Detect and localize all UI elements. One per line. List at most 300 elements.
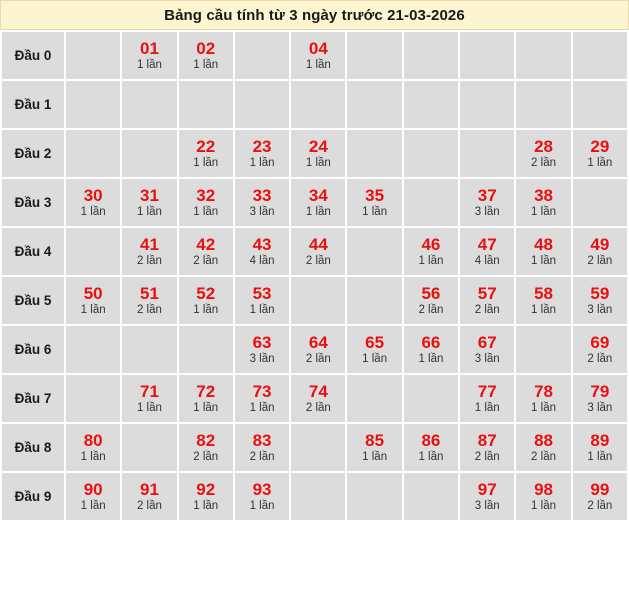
cell-number: 44 bbox=[308, 234, 328, 254]
cell-content bbox=[122, 480, 176, 514]
cell-4-3[interactable] bbox=[235, 228, 289, 275]
cell-9-2[interactable] bbox=[179, 473, 233, 520]
table-row bbox=[2, 424, 627, 471]
cell-number: 85 bbox=[365, 430, 385, 450]
cell-number: 83 bbox=[252, 430, 272, 450]
cell-content bbox=[122, 235, 176, 269]
cell-4-0 bbox=[66, 228, 120, 275]
cell-7-5 bbox=[347, 375, 401, 422]
cell-7-0 bbox=[66, 375, 120, 422]
cell-content bbox=[291, 137, 345, 171]
cell-count: 1 lần bbox=[249, 303, 275, 316]
cell-count: 3 lần bbox=[474, 499, 500, 512]
cell-6-0 bbox=[66, 326, 120, 373]
cell-number: 51 bbox=[139, 283, 159, 303]
cell-number: 37 bbox=[477, 185, 497, 205]
cell-0-3 bbox=[235, 32, 289, 79]
cell-3-7[interactable] bbox=[460, 179, 514, 226]
cell-count: 3 lần bbox=[587, 303, 613, 316]
cell-6-6[interactable] bbox=[404, 326, 458, 373]
cell-content bbox=[573, 333, 627, 367]
row-header-9: Đầu 9 bbox=[2, 473, 64, 520]
cell-3-4[interactable] bbox=[291, 179, 345, 226]
cell-content bbox=[573, 137, 627, 171]
cell-1-4 bbox=[291, 81, 345, 128]
cell-5-9[interactable] bbox=[573, 277, 627, 324]
cell-number: 01 bbox=[139, 38, 159, 58]
cell-4-5 bbox=[347, 228, 401, 275]
row-header-6: Đầu 6 bbox=[2, 326, 64, 373]
cell-number: 59 bbox=[590, 283, 610, 303]
cell-4-7[interactable] bbox=[460, 228, 514, 275]
cell-content bbox=[291, 382, 345, 416]
cell-content bbox=[122, 186, 176, 220]
cell-4-6[interactable] bbox=[404, 228, 458, 275]
cell-0-0 bbox=[66, 32, 120, 79]
cell-9-7[interactable] bbox=[460, 473, 514, 520]
cell-1-8 bbox=[516, 81, 570, 128]
cell-count: 1 lần bbox=[136, 58, 162, 71]
cell-content bbox=[573, 382, 627, 416]
cell-content bbox=[516, 186, 570, 220]
cell-content bbox=[235, 137, 289, 171]
cell-count: 2 lần bbox=[587, 352, 613, 365]
cell-number: 64 bbox=[308, 332, 328, 352]
cell-content bbox=[516, 284, 570, 318]
cell-2-6 bbox=[404, 130, 458, 177]
cell-count: 1 lần bbox=[587, 450, 613, 463]
cell-number: 52 bbox=[196, 283, 216, 303]
cell-6-8 bbox=[516, 326, 570, 373]
cell-count: 2 lần bbox=[193, 450, 219, 463]
cell-content bbox=[516, 480, 570, 514]
cell-count: 1 lần bbox=[362, 205, 388, 218]
cell-number: 28 bbox=[534, 136, 553, 156]
cell-count: 1 lần bbox=[80, 303, 106, 316]
cell-number: 30 bbox=[83, 185, 103, 205]
cell-content bbox=[573, 480, 627, 514]
cell-6-4[interactable] bbox=[291, 326, 345, 373]
cell-6-1 bbox=[122, 326, 176, 373]
cell-number: 34 bbox=[308, 185, 328, 205]
cell-count: 2 lần bbox=[531, 156, 556, 169]
row-header-5: Đầu 5 bbox=[2, 277, 64, 324]
cell-number: 47 bbox=[477, 234, 497, 254]
cell-content bbox=[122, 39, 176, 73]
row-header-4: Đầu 4 bbox=[2, 228, 64, 275]
cell-2-3[interactable] bbox=[235, 130, 289, 177]
cell-number: 74 bbox=[308, 381, 328, 401]
cell-2-7 bbox=[460, 130, 514, 177]
cell-3-3[interactable] bbox=[235, 179, 289, 226]
cell-content bbox=[404, 431, 458, 465]
cell-2-9[interactable] bbox=[573, 130, 627, 177]
cell-5-2[interactable] bbox=[179, 277, 233, 324]
cell-number: 48 bbox=[534, 234, 553, 254]
cell-count: 1 lần bbox=[531, 401, 556, 414]
cell-content bbox=[179, 39, 233, 73]
cell-content bbox=[291, 186, 345, 220]
cell-count: 2 lần bbox=[193, 254, 219, 267]
cell-1-2 bbox=[179, 81, 233, 128]
cell-number: 98 bbox=[534, 479, 553, 499]
cell-count: 1 lần bbox=[587, 156, 613, 169]
cell-content bbox=[460, 235, 514, 269]
cell-content bbox=[179, 137, 233, 171]
cell-number: 04 bbox=[308, 38, 328, 58]
cell-number: 42 bbox=[196, 234, 216, 254]
cell-5-1[interactable] bbox=[122, 277, 176, 324]
table-row bbox=[2, 473, 627, 520]
cell-count: 2 lần bbox=[305, 401, 331, 414]
cell-number: 35 bbox=[365, 185, 385, 205]
cell-number: 38 bbox=[534, 185, 553, 205]
cell-content bbox=[573, 284, 627, 318]
page-title-bar bbox=[0, 0, 629, 30]
cell-7-9[interactable] bbox=[573, 375, 627, 422]
cell-8-0[interactable] bbox=[66, 424, 120, 471]
cell-number: 49 bbox=[590, 234, 610, 254]
cell-7-7[interactable] bbox=[460, 375, 514, 422]
cell-9-9[interactable] bbox=[573, 473, 627, 520]
cell-count: 2 lần bbox=[305, 254, 331, 267]
cell-number: 79 bbox=[590, 381, 610, 401]
cell-count: 2 lần bbox=[474, 450, 500, 463]
cell-number: 73 bbox=[252, 381, 272, 401]
cell-number: 58 bbox=[534, 283, 553, 303]
cell-content bbox=[404, 235, 458, 269]
cell-9-5 bbox=[347, 473, 401, 520]
cell-1-5 bbox=[347, 81, 401, 128]
cell-2-8[interactable] bbox=[516, 130, 570, 177]
cell-count: 1 lần bbox=[305, 58, 331, 71]
cell-5-5 bbox=[347, 277, 401, 324]
cell-content bbox=[516, 235, 570, 269]
cell-2-0 bbox=[66, 130, 120, 177]
cell-content bbox=[347, 333, 401, 367]
cell-5-4 bbox=[291, 277, 345, 324]
row-header-7: Đầu 7 bbox=[2, 375, 64, 422]
cell-3-1[interactable] bbox=[122, 179, 176, 226]
cell-content bbox=[404, 333, 458, 367]
cell-count: 2 lần bbox=[249, 450, 275, 463]
cell-content bbox=[291, 39, 345, 73]
cell-number: 33 bbox=[252, 185, 272, 205]
cell-content bbox=[235, 382, 289, 416]
cell-content bbox=[179, 382, 233, 416]
table-row bbox=[2, 228, 627, 275]
cell-count: 1 lần bbox=[249, 156, 275, 169]
cell-number: 72 bbox=[196, 381, 216, 401]
cell-content bbox=[460, 480, 514, 514]
cell-number: 65 bbox=[365, 332, 385, 352]
cell-content bbox=[235, 284, 289, 318]
cell-content bbox=[291, 235, 345, 269]
table-row bbox=[2, 179, 627, 226]
cell-number: 77 bbox=[477, 381, 497, 401]
cell-number: 92 bbox=[196, 479, 216, 499]
cell-8-3[interactable] bbox=[235, 424, 289, 471]
cell-9-6 bbox=[404, 473, 458, 520]
cell-8-8[interactable] bbox=[516, 424, 570, 471]
cell-9-4 bbox=[291, 473, 345, 520]
cell-4-8[interactable] bbox=[516, 228, 570, 275]
cell-count: 1 lần bbox=[193, 499, 219, 512]
cell-content bbox=[179, 235, 233, 269]
cell-content bbox=[573, 235, 627, 269]
cell-1-9 bbox=[573, 81, 627, 128]
cell-number: 63 bbox=[252, 332, 272, 352]
cell-number: 93 bbox=[252, 479, 272, 499]
cell-8-2[interactable] bbox=[179, 424, 233, 471]
cell-7-2[interactable] bbox=[179, 375, 233, 422]
cell-5-6[interactable] bbox=[404, 277, 458, 324]
cell-6-7[interactable] bbox=[460, 326, 514, 373]
table-row bbox=[2, 81, 627, 128]
cell-7-8[interactable] bbox=[516, 375, 570, 422]
cell-count: 1 lần bbox=[193, 58, 219, 71]
cell-0-4[interactable] bbox=[291, 32, 345, 79]
cell-number: 50 bbox=[83, 283, 103, 303]
cell-count: 1 lần bbox=[474, 401, 500, 414]
cell-6-3[interactable] bbox=[235, 326, 289, 373]
cell-count: 3 lần bbox=[474, 205, 500, 218]
cell-content bbox=[122, 382, 176, 416]
cell-3-2[interactable] bbox=[179, 179, 233, 226]
cell-count: 4 lần bbox=[474, 254, 500, 267]
cell-number: 24 bbox=[308, 136, 328, 156]
cell-5-0[interactable] bbox=[66, 277, 120, 324]
cell-count: 3 lần bbox=[587, 401, 613, 414]
cell-count: 1 lần bbox=[249, 401, 275, 414]
cell-9-0[interactable] bbox=[66, 473, 120, 520]
cell-content bbox=[66, 186, 120, 220]
cell-number: 78 bbox=[534, 381, 553, 401]
cell-count: 1 lần bbox=[531, 303, 556, 316]
cell-3-5[interactable] bbox=[347, 179, 401, 226]
cell-count: 2 lần bbox=[305, 352, 331, 365]
cell-count: 1 lần bbox=[193, 401, 219, 414]
cell-content bbox=[291, 333, 345, 367]
cell-1-6 bbox=[404, 81, 458, 128]
cell-count: 1 lần bbox=[418, 352, 444, 365]
cell-content bbox=[516, 137, 570, 171]
cell-9-8[interactable] bbox=[516, 473, 570, 520]
cell-content bbox=[179, 431, 233, 465]
row-header-0: Đầu 0 bbox=[2, 32, 64, 79]
table-row bbox=[2, 277, 627, 324]
cell-number: 97 bbox=[477, 479, 497, 499]
table-row bbox=[2, 326, 627, 373]
cell-0-9 bbox=[573, 32, 627, 79]
cell-number: 99 bbox=[590, 479, 610, 499]
cell-1-7 bbox=[460, 81, 514, 128]
cell-number: 23 bbox=[252, 136, 272, 156]
table-row bbox=[2, 130, 627, 177]
cell-6-2 bbox=[179, 326, 233, 373]
cell-count: 2 lần bbox=[474, 303, 500, 316]
cell-6-5[interactable] bbox=[347, 326, 401, 373]
cell-4-2[interactable] bbox=[179, 228, 233, 275]
cell-0-7 bbox=[460, 32, 514, 79]
cell-number: 89 bbox=[590, 430, 610, 450]
row-header-3: Đầu 3 bbox=[2, 179, 64, 226]
cell-number: 67 bbox=[477, 332, 497, 352]
cell-content bbox=[516, 431, 570, 465]
cell-1-0 bbox=[66, 81, 120, 128]
cell-count: 1 lần bbox=[193, 205, 219, 218]
cell-8-1 bbox=[122, 424, 176, 471]
cell-7-6 bbox=[404, 375, 458, 422]
table-row bbox=[2, 375, 627, 422]
cell-number: 71 bbox=[139, 381, 159, 401]
cell-count: 2 lần bbox=[531, 450, 556, 463]
cell-5-7[interactable] bbox=[460, 277, 514, 324]
cell-8-9[interactable] bbox=[573, 424, 627, 471]
cell-count: 1 lần bbox=[531, 205, 556, 218]
cell-0-6 bbox=[404, 32, 458, 79]
cell-2-2[interactable] bbox=[179, 130, 233, 177]
cell-number: 87 bbox=[477, 430, 497, 450]
cell-count: 3 lần bbox=[249, 352, 275, 365]
cell-7-3[interactable] bbox=[235, 375, 289, 422]
cell-number: 46 bbox=[421, 234, 441, 254]
cell-content bbox=[66, 480, 120, 514]
cell-count: 1 lần bbox=[193, 303, 219, 316]
cell-content bbox=[235, 333, 289, 367]
cell-count: 1 lần bbox=[531, 499, 556, 512]
cell-number: 41 bbox=[139, 234, 159, 254]
cell-count: 4 lần bbox=[249, 254, 275, 267]
cell-content bbox=[235, 186, 289, 220]
cell-1-1 bbox=[122, 81, 176, 128]
cell-2-5 bbox=[347, 130, 401, 177]
cell-3-0[interactable] bbox=[66, 179, 120, 226]
cell-9-1[interactable] bbox=[122, 473, 176, 520]
cell-2-4[interactable] bbox=[291, 130, 345, 177]
cell-content bbox=[122, 284, 176, 318]
cell-content bbox=[66, 284, 120, 318]
cell-content bbox=[460, 333, 514, 367]
cell-count: 1 lần bbox=[362, 352, 388, 365]
cell-number: 82 bbox=[196, 430, 216, 450]
cell-content bbox=[347, 186, 401, 220]
cell-content bbox=[179, 480, 233, 514]
cell-0-1[interactable] bbox=[122, 32, 176, 79]
cell-content bbox=[573, 431, 627, 465]
cell-content bbox=[179, 186, 233, 220]
cell-number: 80 bbox=[83, 430, 103, 450]
cell-content bbox=[460, 431, 514, 465]
cell-content bbox=[460, 284, 514, 318]
cell-count: 1 lần bbox=[80, 205, 106, 218]
cell-count: 1 lần bbox=[136, 401, 162, 414]
cell-count: 2 lần bbox=[587, 499, 613, 512]
cell-count: 2 lần bbox=[418, 303, 444, 316]
cell-7-4[interactable] bbox=[291, 375, 345, 422]
cell-number: 90 bbox=[83, 479, 103, 499]
cell-3-8[interactable] bbox=[516, 179, 570, 226]
cell-4-4[interactable] bbox=[291, 228, 345, 275]
cell-4-9[interactable] bbox=[573, 228, 627, 275]
cell-number: 69 bbox=[590, 332, 610, 352]
cell-number: 86 bbox=[421, 430, 441, 450]
cell-content bbox=[235, 480, 289, 514]
cell-count: 1 lần bbox=[136, 205, 162, 218]
table-row bbox=[2, 32, 627, 79]
cell-count: 1 lần bbox=[531, 254, 556, 267]
cell-3-6 bbox=[404, 179, 458, 226]
cell-count: 2 lần bbox=[587, 254, 613, 267]
page-title: Bảng cầu tính từ 3 ngày trước 21-03-2026 bbox=[164, 6, 465, 24]
cell-content bbox=[516, 382, 570, 416]
row-header-2: Đầu 2 bbox=[2, 130, 64, 177]
cell-content bbox=[235, 431, 289, 465]
cau-grid bbox=[0, 30, 629, 522]
cell-content bbox=[404, 284, 458, 318]
cell-content bbox=[460, 186, 514, 220]
cell-count: 1 lần bbox=[80, 499, 106, 512]
cell-number: 22 bbox=[196, 136, 216, 156]
cell-8-4 bbox=[291, 424, 345, 471]
cell-number: 91 bbox=[139, 479, 159, 499]
cell-number: 02 bbox=[196, 38, 216, 58]
cell-count: 3 lần bbox=[249, 205, 275, 218]
cell-1-3 bbox=[235, 81, 289, 128]
cell-count: 2 lần bbox=[136, 303, 162, 316]
cell-6-9[interactable] bbox=[573, 326, 627, 373]
cau-grid-body bbox=[2, 32, 627, 520]
cell-count: 1 lần bbox=[418, 254, 444, 267]
cell-number: 53 bbox=[252, 283, 272, 303]
cell-number: 57 bbox=[477, 283, 497, 303]
cell-content bbox=[66, 431, 120, 465]
cell-content bbox=[235, 235, 289, 269]
cell-5-3[interactable] bbox=[235, 277, 289, 324]
cell-9-3[interactable] bbox=[235, 473, 289, 520]
cell-8-7[interactable] bbox=[460, 424, 514, 471]
cell-0-8 bbox=[516, 32, 570, 79]
cell-number: 31 bbox=[139, 185, 159, 205]
cell-content bbox=[347, 431, 401, 465]
cell-count: 2 lần bbox=[136, 254, 162, 267]
cell-8-5[interactable] bbox=[347, 424, 401, 471]
cell-2-1 bbox=[122, 130, 176, 177]
cell-3-9 bbox=[573, 179, 627, 226]
cell-count: 3 lần bbox=[474, 352, 500, 365]
cell-content bbox=[460, 382, 514, 416]
cell-content bbox=[179, 284, 233, 318]
cell-8-6[interactable] bbox=[404, 424, 458, 471]
cell-7-1[interactable] bbox=[122, 375, 176, 422]
row-header-8: Đầu 8 bbox=[2, 424, 64, 471]
cell-0-5 bbox=[347, 32, 401, 79]
cell-count: 1 lần bbox=[305, 156, 331, 169]
cell-0-2[interactable] bbox=[179, 32, 233, 79]
cell-count: 1 lần bbox=[362, 450, 388, 463]
cell-number: 66 bbox=[421, 332, 441, 352]
cell-count: 1 lần bbox=[249, 499, 275, 512]
cell-count: 1 lần bbox=[80, 450, 106, 463]
cell-count: 1 lần bbox=[193, 156, 219, 169]
cell-number: 56 bbox=[421, 283, 441, 303]
cell-number: 29 bbox=[590, 136, 610, 156]
cell-5-8[interactable] bbox=[516, 277, 570, 324]
cell-4-1[interactable] bbox=[122, 228, 176, 275]
row-header-1: Đầu 1 bbox=[2, 81, 64, 128]
cell-count: 1 lần bbox=[305, 205, 331, 218]
cell-number: 32 bbox=[196, 185, 216, 205]
